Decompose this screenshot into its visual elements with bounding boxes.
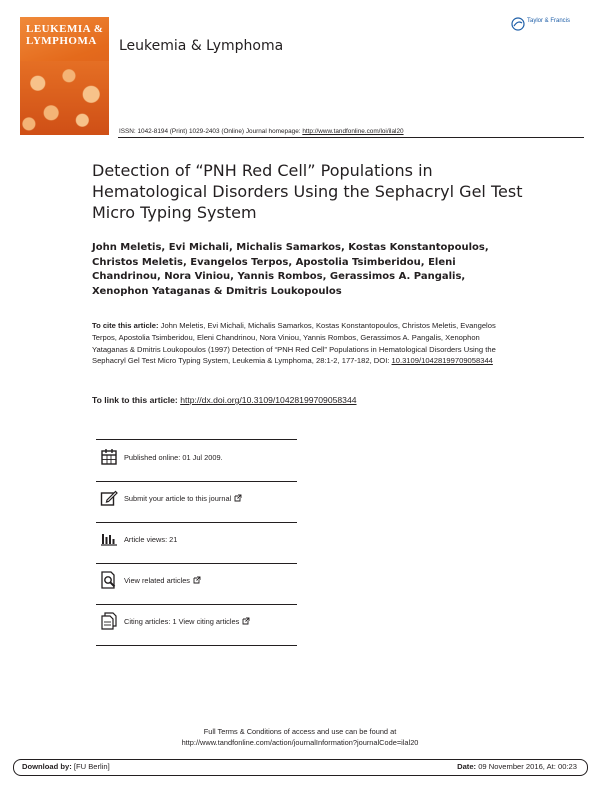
downloaded-by — [22, 762, 110, 771]
terms-line-1: Full Terms & Conditions of access and use can be found at — [203, 727, 397, 736]
issn-line — [119, 128, 404, 135]
publisher-logo-icon — [511, 17, 525, 31]
cite-text: John Meletis, Evi Michali, Michalis Samarkos, Kostas Konstantopoulos, Christos Meletis, Evangelos Terpos, Apostolia Tsimberidou, Eleni Chandrinou, Nora Viniou, Yannis Rombos, Gerassimos A. Pangalis, Xenophon Yataganas & Dmitris Loukopoulos (1997) Detection of “PNH Red Cell” Populations in Hematological Disorders Using the Sephacryl Gel Test Micro Typing System, Leukemia & Lymphoma, 28:1-2, 177-182, DOI: — [92, 321, 496, 366]
journal-name[interactable]: Leukemia & Lymphoma — [119, 38, 284, 54]
search-document-icon — [100, 571, 118, 589]
external-link-icon — [242, 617, 250, 625]
external-link-icon — [193, 576, 201, 584]
cover-title: LEUKEMIA & LYMPHOMA — [26, 23, 104, 47]
journal-cover-image — [20, 17, 109, 135]
article-link-line — [92, 395, 357, 405]
related-articles-label: View related articles — [124, 576, 190, 585]
citation-block — [92, 320, 512, 367]
article-views: Article views: 21 — [124, 535, 178, 544]
header-divider — [118, 137, 584, 138]
edit-icon — [100, 489, 118, 507]
cite-label: To cite this article: — [92, 321, 159, 330]
download-info-bar — [13, 759, 588, 776]
calendar-icon — [100, 448, 118, 466]
citing-articles-link[interactable] — [124, 617, 250, 626]
downloaded-by-label: Download by: — [22, 762, 72, 771]
cite-doi-link[interactable]: 10.3109/10428199709058344 — [391, 356, 493, 366]
download-date-value: 09 November 2016, At: 00:23 — [476, 762, 577, 771]
submit-article-link[interactable] — [124, 494, 242, 503]
external-link-icon — [234, 494, 242, 502]
citing-row[interactable] — [96, 604, 297, 646]
submit-row[interactable] — [96, 481, 297, 523]
documents-icon — [100, 612, 118, 630]
published-row — [96, 440, 297, 482]
link-label: To link to this article: — [92, 395, 181, 405]
related-articles-link[interactable] — [124, 576, 201, 585]
download-date-label: Date: — [457, 762, 477, 771]
submit-article-label: Submit your article to this journal — [124, 494, 232, 503]
terms-notice — [0, 726, 600, 748]
publisher-logo[interactable] — [511, 15, 583, 37]
issn-text: ISSN: 1042-8194 (Print) 1029-2403 (Online) Journal homepage: — [119, 128, 303, 135]
downloaded-by-value: [FU Berlin] — [71, 762, 110, 771]
published-date: Published online: 01 Jul 2009. — [124, 453, 223, 462]
citing-articles-label: Citing articles: 1 View citing articles — [124, 617, 240, 626]
download-date — [457, 762, 577, 771]
views-row — [96, 522, 297, 564]
cover-cells-graphic — [20, 61, 109, 135]
bar-chart-icon — [100, 530, 118, 548]
terms-link[interactable]: http://www.tandfonline.com/action/journalInformation?journalCode=ilal20 — [181, 738, 419, 747]
article-title: Detection of “PNH Red Cell” Populations in Hematological Disorders Using the Sephacryl Gel Test Micro Typing System — [92, 161, 523, 222]
journal-homepage-link[interactable]: http://www.tandfonline.com/loi/ilal20 — [302, 128, 404, 135]
article-doi-link[interactable]: http://dx.doi.org/10.3109/10428199709058344 — [180, 395, 357, 405]
related-row[interactable] — [96, 563, 297, 605]
publisher-logo-text: Taylor & Francis — [527, 18, 571, 24]
article-authors: John Meletis, Evi Michali, Michalis Samarkos, Kostas Konstantopoulos, Christos Meletis, Evangelos Terpos, Apostolia Tsimberidou, Eleni Chandrinou, Nora Viniou, Yannis Rombos, Gerassimos A. Pangalis, Xenophon Yataganas & Dmitris Loukopoulos — [92, 242, 489, 297]
